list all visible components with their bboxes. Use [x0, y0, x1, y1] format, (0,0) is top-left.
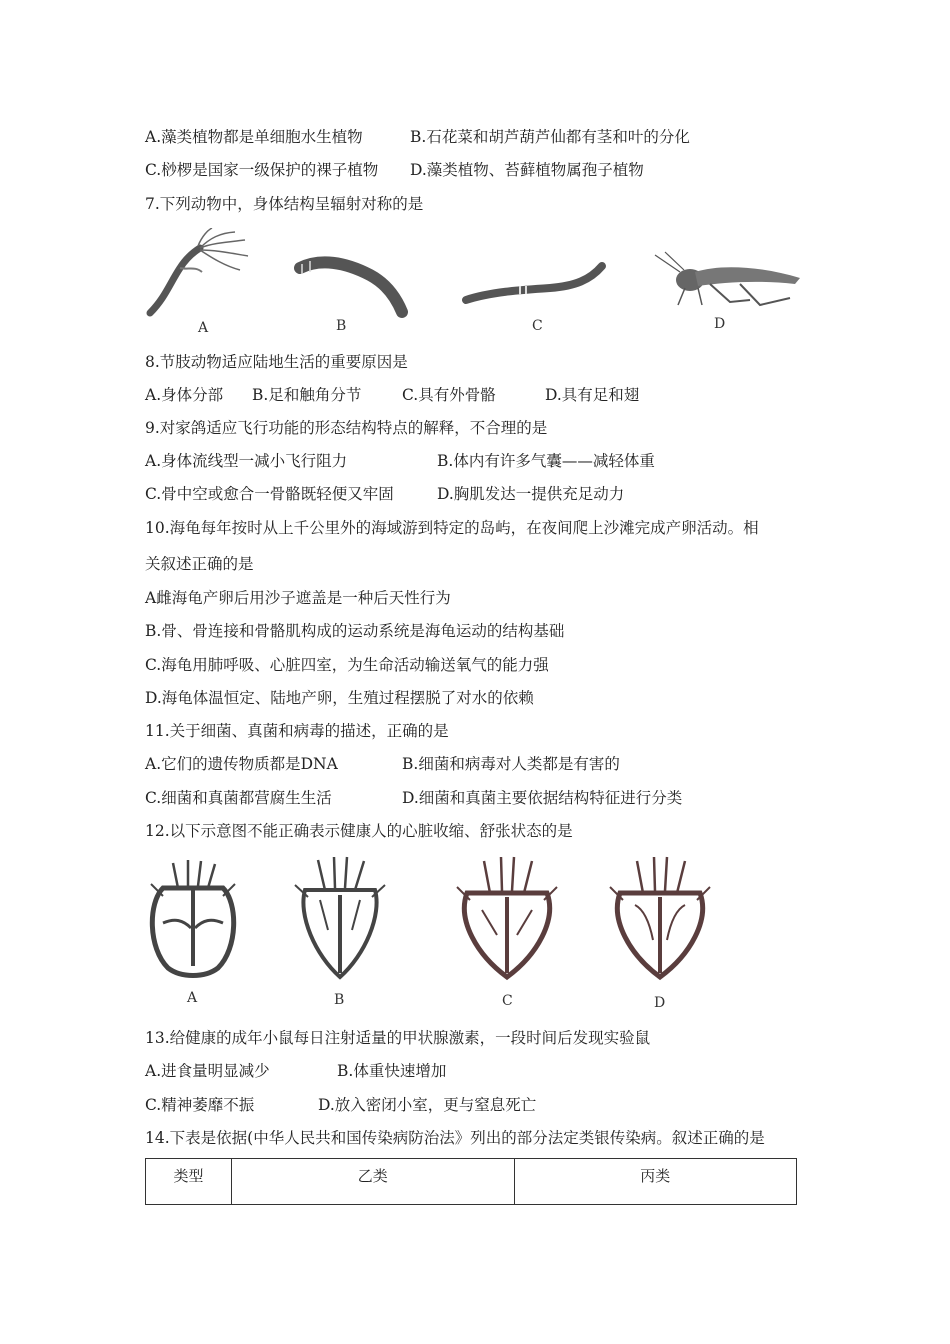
table-header-type: 类型	[146, 1159, 232, 1205]
q7-label-d: D	[714, 316, 726, 332]
q9-option-a: A.身体流线型一减小飞行阻力	[145, 452, 348, 470]
q10-option-c: C.海龟用肺呼吸、心脏四室，为生命活动输送氧气的能力强	[145, 656, 549, 674]
q10-option-a: A雌海龟产卵后用沙子遮盖是一种后天性行为	[145, 589, 451, 607]
q12-label-b: B	[334, 992, 345, 1008]
q8-option-d: D.具有足和翅	[545, 386, 640, 404]
q13-option-b: B.体重快速增加	[337, 1062, 447, 1080]
q12-label-d: D	[654, 995, 666, 1011]
q11-option-c: C.细菌和真菌都营腐生生活	[145, 789, 332, 807]
q10-stem-line2: 关叙述正确的是	[145, 555, 254, 573]
q7-figure-earthworm	[460, 262, 610, 312]
q7-label-b: B	[336, 318, 347, 334]
q8-option-a: A.身体分部	[145, 386, 224, 404]
q12-label-a: A	[187, 990, 198, 1006]
q12-label-c: C	[502, 993, 513, 1009]
q13-stem: 13.给健康的成年小鼠每日注射适量的甲状腺激素，一段时间后发现实验鼠	[145, 1029, 651, 1047]
q12-figure-heart-a	[143, 858, 243, 983]
q11-option-a: A.它们的遗传物质都是DNA	[145, 755, 338, 773]
q6-option-c: C.桫椤是国家一级保护的裸子植物	[145, 161, 379, 179]
table-header-class-b: 乙类	[232, 1159, 514, 1205]
q8-stem: 8.节肢动物适应陆地生活的重要原因是	[145, 353, 408, 371]
q7-label-c: C	[532, 318, 543, 334]
q14-stem: 14.下表是依据(中华人民共和国传染病防治法》列出的部分法定类银传染病。叙述正确的是	[145, 1129, 765, 1147]
q6-option-d: D.藻类植物、苔藓植物属孢子植物	[410, 161, 644, 179]
q9-option-b: B.体内有许多气囊——减轻体重	[437, 452, 655, 470]
q11-option-d: D.细菌和真菌主要依据结构特征进行分类	[402, 789, 683, 807]
q7-figure-worm	[290, 250, 410, 320]
q13-option-d: D.放入密闭小室，更与窒息死亡	[318, 1096, 537, 1114]
q14-table	[145, 1158, 797, 1205]
q9-option-d: D.胸肌发达一提供充足动力	[437, 485, 625, 503]
table-row	[146, 1159, 797, 1205]
q7-figure-hydra	[140, 228, 260, 323]
q6-option-b: B.石花菜和胡芦葫芦仙都有茎和叶的分化	[410, 128, 690, 146]
q6-option-a: A.藻类植物都是单细胞水生植物	[145, 128, 363, 146]
q11-option-b: B.细菌和病毒对人类都是有害的	[402, 755, 620, 773]
q8-option-c: C.具有外骨骼	[402, 386, 496, 404]
q10-option-d: D.海龟体温恒定、陆地产卵，生殖过程摆脱了对水的依赖	[145, 689, 534, 707]
q7-figure-grasshopper	[650, 250, 805, 310]
q8-option-b: B.足和触角分节	[252, 386, 362, 404]
q13-option-a: A.进食量明显减少	[145, 1062, 270, 1080]
q10-stem-line1: 10.海龟每年按时从上千公里外的海域游到特定的岛屿，在夜间爬上沙滩完成产卵活动。相	[145, 519, 759, 537]
q12-stem: 12.以下示意图不能正确表示健康人的心脏收缩、舒张状态的是	[145, 822, 573, 840]
q7-label-a: A	[198, 320, 209, 336]
q10-option-b: B.骨、骨连接和骨骼肌构成的运动系统是海龟运动的结构基础	[145, 622, 565, 640]
q12-figure-heart-b	[290, 855, 390, 985]
table-header-class-c: 丙类	[514, 1159, 796, 1205]
q13-option-c: C.精神萎靡不振	[145, 1096, 255, 1114]
q7-stem: 7.下列动物中，身体结构呈辐射对称的是	[145, 195, 424, 213]
q9-stem: 9.对家鸽适应飞行功能的形态结构特点的解释，不合理的是	[145, 419, 548, 437]
q12-figure-heart-c	[452, 855, 562, 985]
q12-figure-heart-d	[605, 855, 715, 985]
q11-stem: 11.关于细菌、真菌和病毒的描述，正确的是	[145, 722, 449, 740]
q9-option-c: C.骨中空或愈合一骨骼既轻便又牢固	[145, 485, 394, 503]
